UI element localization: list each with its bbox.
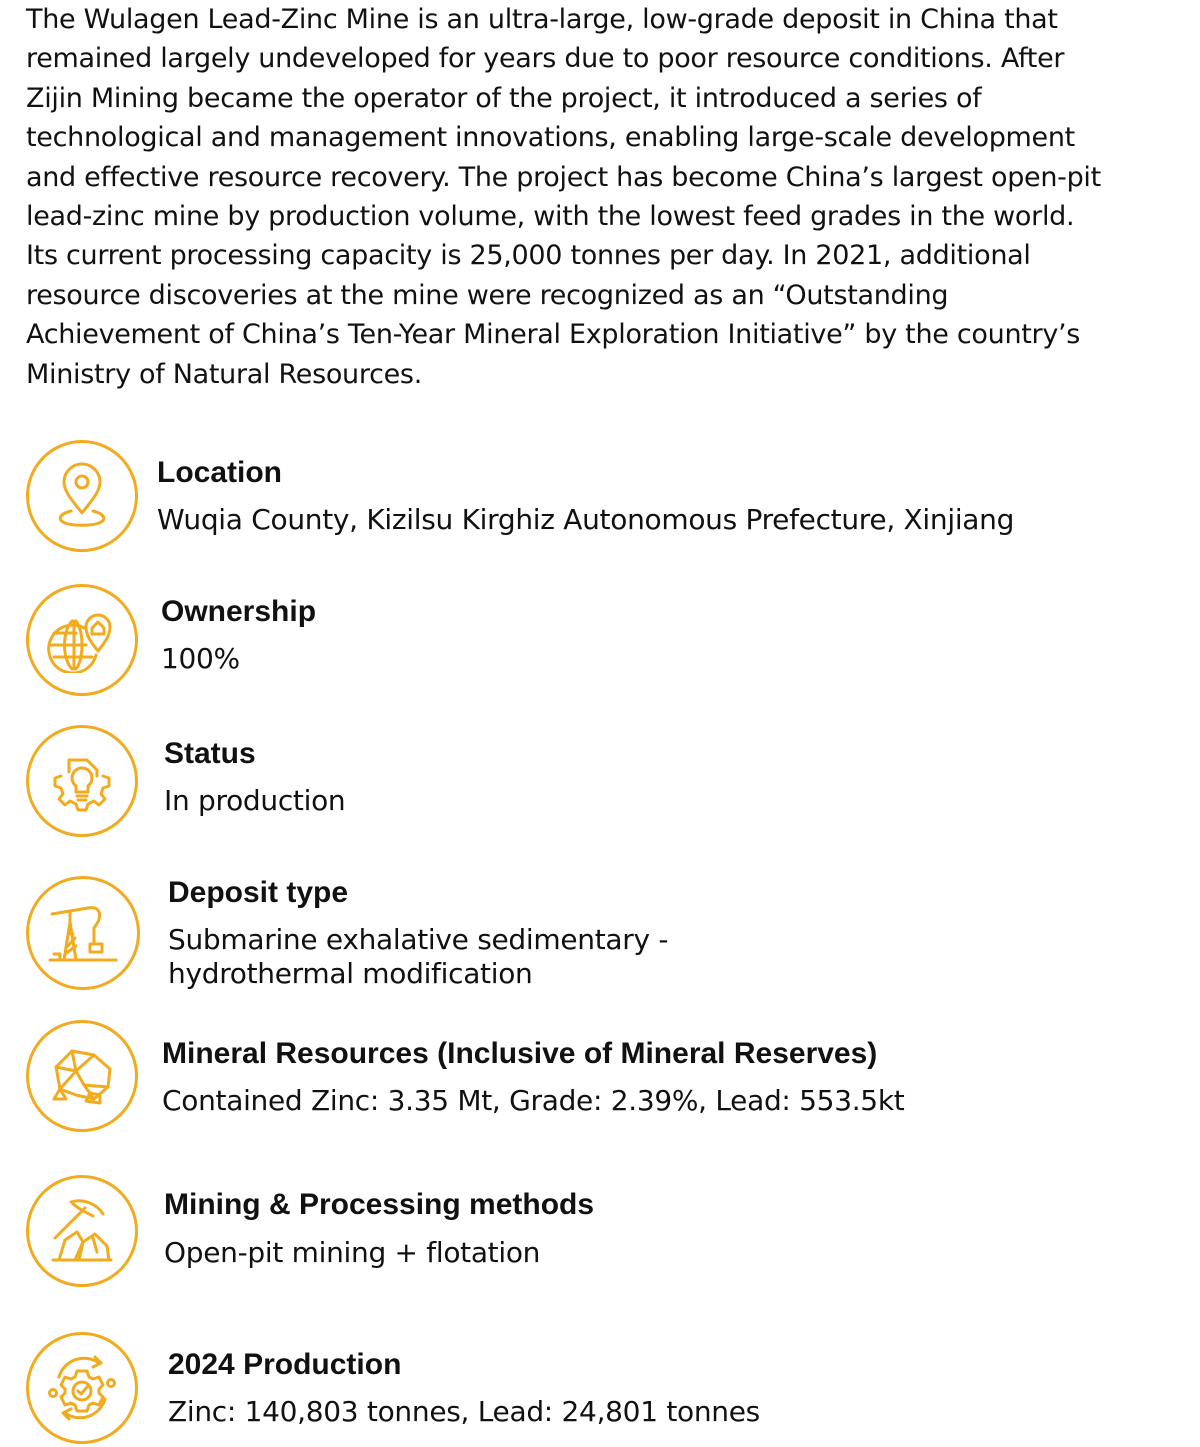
intro-line: Ministry of Natural Resources.: [26, 358, 422, 390]
intro-line: technological and management innovations, enabling large-scale development: [26, 122, 1075, 154]
intro-line: The Wulagen Lead-Zinc Mine is an ultra-large, low-grade deposit in China that: [26, 4, 1058, 35]
fact-mineral-resources: [26, 1020, 1196, 1134]
fact-value-line: Contained Zinc: 3.35 Mt, Grade: 2.39%, Lead: 553.5kt: [162, 1084, 905, 1117]
intro-line: and effective resource recovery. The project has become China’s largest open-pit: [26, 161, 1101, 193]
fact-value-line: In production: [164, 784, 346, 817]
gear-cycle-icon: [26, 1332, 138, 1444]
intro-line: remained largely undeveloped for years due to poor resource conditions. After: [26, 43, 1065, 75]
location-pin-icon: [26, 440, 138, 552]
fact-mining-methods: [26, 1175, 1196, 1289]
intro-line: resource discoveries at the mine were recognized as an “Outstanding: [26, 279, 949, 311]
fact-value: [168, 923, 668, 991]
pickaxe-rock-icon: [26, 1175, 138, 1287]
fact-title: Mineral Resources (Inclusive of Mineral Reserves): [162, 1037, 878, 1070]
ore-rocks-icon: [26, 1020, 138, 1132]
fact-title: Mining & Processing methods: [164, 1188, 595, 1221]
intro-line: Zijin Mining became the operator of the project, it introduced a series of: [26, 82, 982, 114]
fact-value-line: Zinc: 140,803 tonnes, Lead: 24,801 tonnes: [168, 1395, 760, 1428]
fact-value-line: Submarine exhalative sedimentary -: [168, 923, 669, 956]
fact-value-line: Open-pit mining + flotation: [164, 1236, 541, 1269]
fact-value: [162, 1084, 904, 1118]
fact-value: [164, 784, 345, 818]
fact-value: [164, 1236, 540, 1270]
fact-value: [157, 503, 1014, 537]
intro-line: Achievement of China’s Ten-Year Mineral Exploration Initiative” by the country’s: [26, 319, 1081, 351]
fact-title: 2024 Production: [168, 1348, 402, 1381]
fact-status: [26, 725, 1196, 839]
fact-value-line: Wuqia County, Kizilsu Kirghiz Autonomous Prefecture, Xinjiang: [157, 503, 1015, 536]
globe-home-icon: [26, 584, 138, 696]
fact-title: Location: [157, 456, 282, 489]
fact-value: [161, 642, 240, 676]
fact-deposit-type: [26, 876, 1196, 992]
fact-production: [26, 1332, 1196, 1446]
fact-value-line: hydrothermal modification: [168, 957, 533, 990]
fact-location: [26, 440, 1196, 554]
fact-title: Deposit type: [168, 876, 349, 909]
fact-value: [168, 1395, 760, 1429]
intro-paragraph: [26, 0, 1198, 394]
lightbulb-gear-icon: [26, 725, 138, 837]
fact-title: Ownership: [161, 595, 317, 628]
pump-jack-icon: [26, 876, 140, 990]
intro-line: lead-zinc mine by production volume, with the lowest feed grades in the world.: [26, 201, 1075, 233]
fact-title: Status: [164, 737, 256, 770]
intro-line: Its current processing capacity is 25,000 tonnes per day. In 2021, additional: [26, 240, 1031, 272]
fact-value-line: 100%: [161, 642, 240, 675]
fact-ownership: [26, 584, 1196, 698]
